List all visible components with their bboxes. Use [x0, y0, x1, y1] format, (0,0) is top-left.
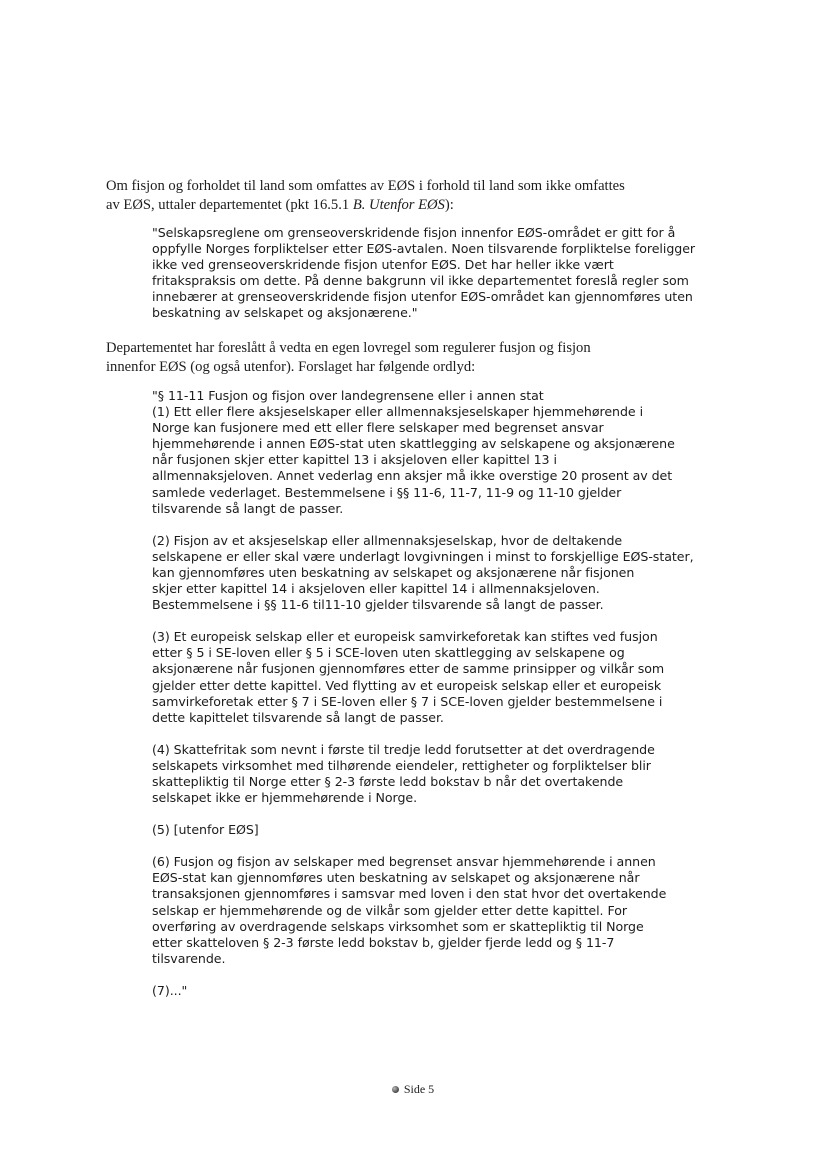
- text-line: Departementet har foreslått å vedta en egen lovregel som regulerer fusjon og fisjon: [106, 340, 591, 356]
- law-paragraph-7: (7)...": [152, 982, 188, 998]
- law-paragraph-3: (3) Et europeisk selskap eller et europeisk samvirkeforetak kan stiftes ved fusjon etter § 5 i SE-loven eller § 5 i SCE-loven uten skattlegging av selskapene og aksjonærene når fusjonen gjennomføres etter de samme prinsipper og vilkår som gjelder etter dette kapittel. Ved flytting av et europeisk selskap eller et europeisk samvirkeforetak etter § 7 i SE-loven eller § 7 i SCE-loven gjelder bestemmelsene i dette kapittelet tilsvarende så langt de passer.: [152, 629, 665, 725]
- intro-paragraph-lovregel: [106, 339, 726, 376]
- law-paragraph-6: (6) Fusjon og fisjon av selskaper med begrenset ansvar hjemmehørende i annen EØS-stat kan gjennomføres uten beskatning av selskapet og aksjonærene når transaksjonen gjennomføres i samsvar med loven i den stat hvor det overtakende selskap er hjemmehørende og de vilkår som gjelder etter dette kapittel. For overføring av overdragende selskaps virksomhet som er skattepliktig til Norge etter skatteloven § 2-3 første ledd bokstav b, gjelder fjerde ledd og § 11-7 tilsvarende.: [152, 854, 667, 966]
- law-paragraph-1: (1) Ett eller flere aksjeselskaper eller allmennaksjeselskaper hjemmehørende i Norge kan fusjonere med ett eller flere selskaper med begrenset ansvar hjemmehørende i annen EØS-stat uten skattlegging av selskapene og aksjonærene når fusjonen skjer etter kapittel 13 i aksjeloven eller kapittel 13 i allmennaksjeloven. Annet vederlag enn aksjer må ikke overstige 20 prosent av det samlede vederlaget. Bestemmelsene i §§ 11-6, 11-7, 11-9 og 11-10 gjelder tilsvarende så langt de passer.: [152, 404, 675, 516]
- text-line: oppfylle Norges forpliktelser etter EØS-avtalen. Noen tilsvarende forpliktelse foreligger: [152, 241, 696, 257]
- section-reference: B. Utenfor EØS: [352, 196, 445, 213]
- text-line: "Selskapsreglene om grenseoverskridende fisjon innenfor EØS-området er gitt for å: [152, 225, 676, 240]
- page-number: Side 5: [403, 1082, 435, 1096]
- text-line: innenfor EØS (og også utenfor). Forslaget har følgende ordlyd:: [106, 358, 476, 375]
- text-line: av EØS, uttaler departementet (pkt 16.5.1: [106, 196, 353, 213]
- text-line: innebærer at grenseoverskridende fisjon utenfor EØS-området kan gjennomføres uten: [152, 289, 693, 305]
- quote-departementet: [152, 225, 728, 322]
- text-line: ikke ved grenseoverskridende fisjon utenfor EØS. Det har heller ikke vært: [152, 257, 614, 273]
- law-heading: "§ 11-11 Fusjon og fisjon over landegrensene eller i annen stat: [152, 388, 544, 403]
- text-line: ):: [444, 196, 454, 213]
- intro-paragraph-fisjon: [106, 177, 726, 214]
- law-paragraph-4: (4) Skattefritak som nevnt i første til tredje ledd forutsetter at det overdragende selskapets virksomhet med tilhørende eiendeler, rettigheter og forpliktelser blir skattepliktig til Norge etter § 2-3 første ledd bokstav b når det overtakende selskapet ikke er hjemmehørende i Norge.: [152, 741, 655, 806]
- law-paragraph-5: (5) [utenfor EØS]: [152, 822, 259, 838]
- text-line: beskatning av selskapet og aksjonærene.": [152, 305, 418, 321]
- text-line: Om fisjon og forholdet til land som omfattes av EØS i forhold til land som ikke omfattes: [106, 178, 625, 194]
- text-line: fritakspraksis om dette. På denne bakgrunn vil ikke departementet foreslå regler som: [152, 273, 689, 289]
- page-footer: [0, 1082, 826, 1097]
- round-bullet-icon: [392, 1086, 399, 1093]
- quote-lovforslag: [152, 388, 732, 1015]
- law-paragraph-2: (2) Fisjon av et aksjeselskap eller allmennaksjeselskap, hvor de deltakende selskapene er eller skal være underlagt lovgivningen i minst to forskjellige EØS-stater, kan gjennomføres uten beskatning av selskapet og aksjonærene når fisjonen skjer etter kapittel 14 i aksjeloven eller kapittel 14 i allmennaksjeloven. Bestemmelsene i §§ 11-6 til11-10 gjelder tilsvarende så langt de passer.: [152, 532, 694, 613]
